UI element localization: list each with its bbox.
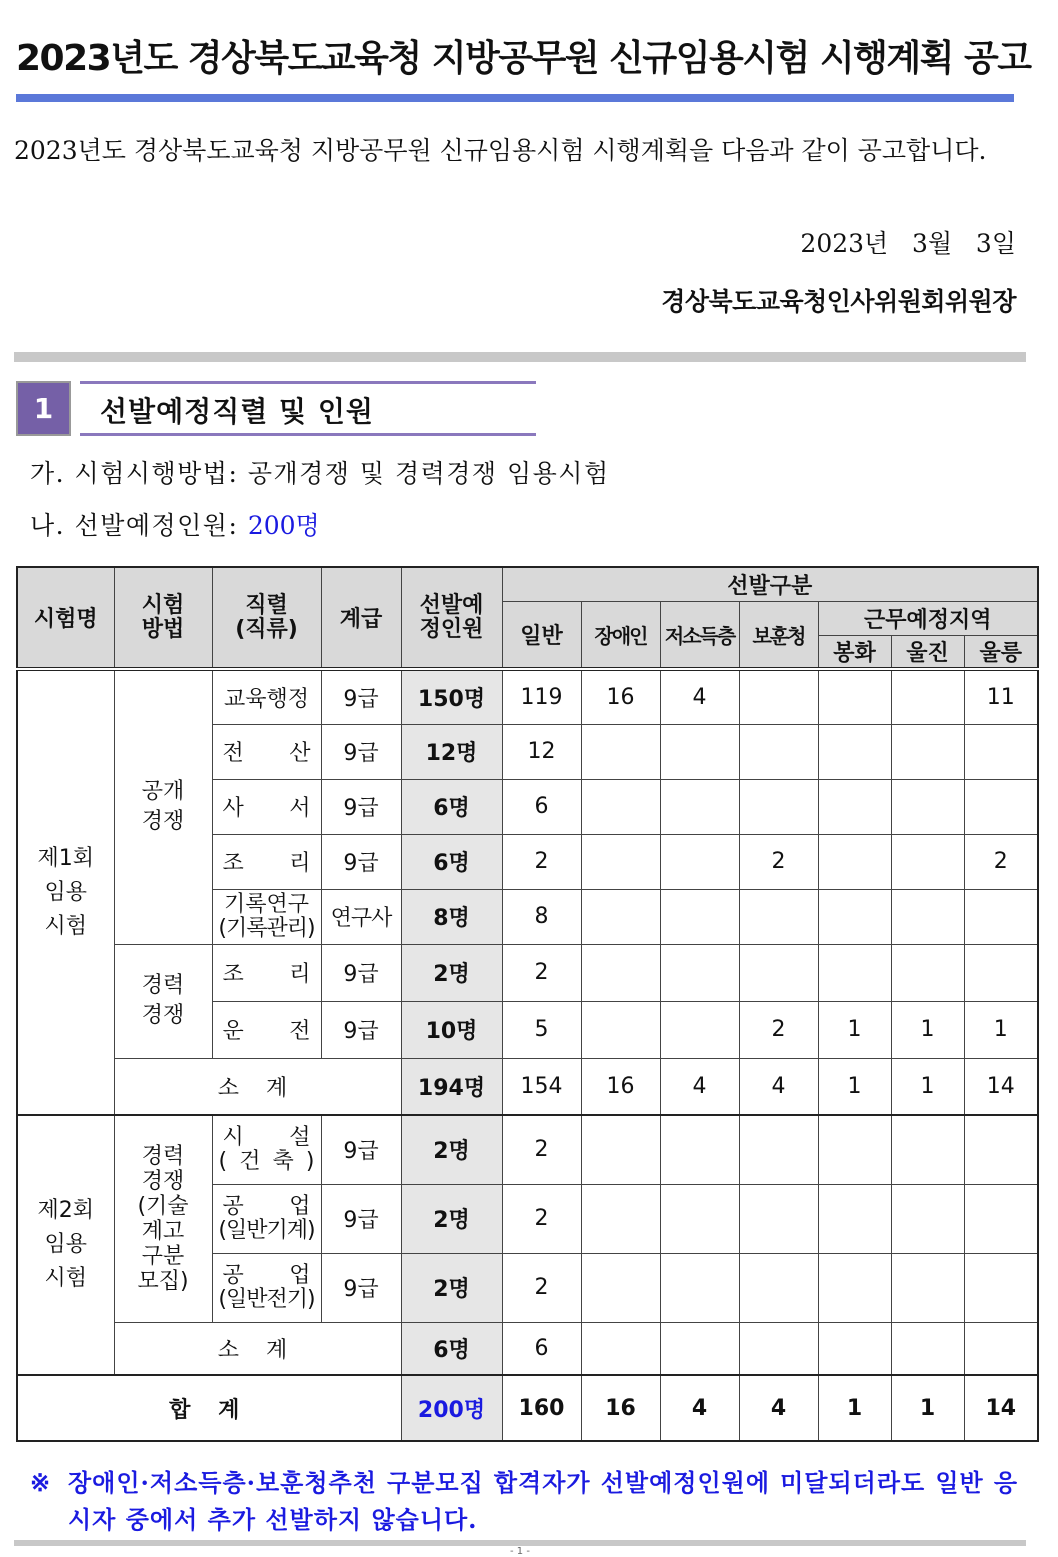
low-income-cell xyxy=(660,724,739,779)
disabled-cell xyxy=(581,889,660,944)
empty-cell xyxy=(818,1115,891,1184)
total-uljin: 1 xyxy=(891,1375,964,1441)
series-text: 조 리 xyxy=(222,962,311,987)
veteran-cell xyxy=(739,779,818,834)
alloc-cell: 6명 xyxy=(401,834,502,889)
item-allocation xyxy=(30,506,320,542)
grade-cell: 9급 xyxy=(321,944,401,1001)
item-label: 가. 시험시행방법: 공개경쟁 및 경력경쟁 임용시험 xyxy=(30,459,610,488)
total-row xyxy=(17,1375,1038,1441)
bonghwa-cell xyxy=(818,944,891,1001)
header-exam-method: 시험방법 xyxy=(114,567,212,669)
item-label: 나. 선발예정인원: xyxy=(30,511,248,540)
empty-cell xyxy=(660,1115,739,1184)
grade-cell: 9급 xyxy=(321,779,401,834)
grade-cell: 연구사 xyxy=(321,889,401,944)
series-cell xyxy=(212,1115,321,1184)
total-label: 합 계 xyxy=(17,1375,401,1441)
alloc-cell: 10명 xyxy=(401,1001,502,1058)
series-cell: 교육행정 xyxy=(212,669,321,724)
table-row xyxy=(17,944,1038,1001)
alloc-cell: 194명 xyxy=(401,1058,502,1115)
total-veteran: 4 xyxy=(739,1375,818,1441)
total-ulleung: 14 xyxy=(964,1375,1038,1441)
exam2-method: 경력경쟁(기술계고구분모집) xyxy=(114,1115,212,1322)
empty-cell xyxy=(739,1253,818,1322)
empty-cell xyxy=(739,1322,818,1375)
subtotal-row xyxy=(17,1058,1038,1115)
bonghwa-cell xyxy=(818,779,891,834)
reference-mark: ※ xyxy=(30,1468,52,1497)
alloc-cell: 6명 xyxy=(401,779,502,834)
header-veteran: 보훈청 xyxy=(739,601,818,669)
empty-cell xyxy=(581,1184,660,1253)
alloc-cell: 12명 xyxy=(401,724,502,779)
header-general: 일반 xyxy=(502,601,581,669)
uljin-cell xyxy=(891,724,964,779)
section-divider xyxy=(14,352,1026,362)
header-uljin: 울진 xyxy=(891,635,964,669)
empty-cell xyxy=(739,1184,818,1253)
empty-cell xyxy=(581,1322,660,1375)
bonghwa-cell xyxy=(818,724,891,779)
table-row xyxy=(17,669,1038,724)
ulleung-cell xyxy=(964,889,1038,944)
low-income-cell xyxy=(660,779,739,834)
total-low-income: 4 xyxy=(660,1375,739,1441)
veteran-cell xyxy=(739,724,818,779)
grade-cell: 9급 xyxy=(321,1115,401,1184)
low-income-cell xyxy=(660,1001,739,1058)
veteran-cell: 2 xyxy=(739,1001,818,1058)
series-text: 기록연구 xyxy=(223,891,309,917)
subtotal-row xyxy=(17,1322,1038,1375)
low-income-cell: 4 xyxy=(660,669,739,724)
series-cell xyxy=(212,779,321,834)
exam2-name: 제2회 임용시험 xyxy=(17,1115,114,1375)
empty-cell xyxy=(660,1253,739,1322)
exam1-career-method: 경력경쟁 xyxy=(114,944,212,1058)
subtotal-label: 소 계 xyxy=(114,1322,401,1375)
grade-cell: 9급 xyxy=(321,669,401,724)
header-bonghwa: 봉화 xyxy=(818,635,891,669)
disabled-cell: 16 xyxy=(581,669,660,724)
general-cell: 12 xyxy=(502,724,581,779)
uljin-cell xyxy=(891,944,964,1001)
series-text: 공 업 xyxy=(222,1262,311,1288)
series-subtext: (일반전기) xyxy=(218,1286,315,1312)
alloc-cell: 2명 xyxy=(401,1253,502,1322)
disabled-cell: 16 xyxy=(581,1058,660,1115)
disabled-cell xyxy=(581,779,660,834)
bonghwa-cell: 1 xyxy=(818,1001,891,1058)
header-ulleung: 울릉 xyxy=(964,635,1038,669)
general-cell: 2 xyxy=(502,1184,581,1253)
intro-paragraph: 2023년도 경상북도교육청 지방공무원 신규임용시험 시행계획을 다음과 같이 공고합니다. xyxy=(14,136,987,165)
total-general: 160 xyxy=(502,1375,581,1441)
header-exam-name: 시험명 xyxy=(17,567,114,669)
empty-cell xyxy=(891,1115,964,1184)
veteran-cell: 2 xyxy=(739,834,818,889)
grade-cell: 9급 xyxy=(321,724,401,779)
ulleung-cell: 11 xyxy=(964,669,1038,724)
empty-cell xyxy=(739,1115,818,1184)
series-cell xyxy=(212,834,321,889)
empty-cell xyxy=(818,1253,891,1322)
bonghwa-cell xyxy=(818,834,891,889)
bonghwa-cell xyxy=(818,889,891,944)
disabled-cell xyxy=(581,834,660,889)
disabled-cell xyxy=(581,944,660,1001)
empty-cell xyxy=(581,1253,660,1322)
veteran-cell xyxy=(739,669,818,724)
uljin-cell: 1 xyxy=(891,1058,964,1115)
empty-cell xyxy=(818,1184,891,1253)
series-text: 공 업 xyxy=(222,1193,311,1219)
footnote-text: 장애인·저소득층·보훈청추천 구분모집 합격자가 선발예정인원에 미달되더라도 일반 응시자 중에서 추가 선발하지 않습니다. xyxy=(68,1468,1018,1534)
grade-cell: 9급 xyxy=(321,1001,401,1058)
ulleung-cell: 14 xyxy=(964,1058,1038,1115)
alloc-cell: 6명 xyxy=(401,1322,502,1375)
general-cell: 2 xyxy=(502,1115,581,1184)
page-number: - 1 - xyxy=(510,1546,530,1557)
series-cell xyxy=(212,1253,321,1322)
empty-cell xyxy=(964,1322,1038,1375)
low-income-cell xyxy=(660,944,739,1001)
alloc-cell: 2명 xyxy=(401,1115,502,1184)
ulleung-cell xyxy=(964,944,1038,1001)
series-cell xyxy=(212,1184,321,1253)
series-text: 전 산 xyxy=(222,741,311,766)
general-cell: 119 xyxy=(502,669,581,724)
series-subtext: (기록관리) xyxy=(218,915,315,941)
bonghwa-cell: 1 xyxy=(818,1058,891,1115)
uljin-cell xyxy=(891,669,964,724)
series-cell xyxy=(212,944,321,1001)
empty-cell xyxy=(964,1115,1038,1184)
empty-cell xyxy=(818,1322,891,1375)
empty-cell xyxy=(660,1322,739,1375)
table-row xyxy=(17,1115,1038,1184)
ulleung-cell: 2 xyxy=(964,834,1038,889)
general-cell: 2 xyxy=(502,834,581,889)
total-disabled: 16 xyxy=(581,1375,660,1441)
header-grade: 계급 xyxy=(321,567,401,669)
total-alloc: 200명 xyxy=(401,1375,502,1441)
uljin-cell: 1 xyxy=(891,1001,964,1058)
alloc-cell: 8명 xyxy=(401,889,502,944)
recruitment-table xyxy=(16,566,1039,1442)
header-series: 직렬(직류) xyxy=(212,567,321,669)
header-region: 근무예정지역 xyxy=(818,601,1038,635)
uljin-cell xyxy=(891,834,964,889)
empty-cell xyxy=(891,1322,964,1375)
section-title: 선발예정직렬 및 인원 xyxy=(100,395,374,428)
low-income-cell xyxy=(660,834,739,889)
general-cell: 2 xyxy=(502,1253,581,1322)
uljin-cell xyxy=(891,889,964,944)
empty-cell xyxy=(891,1184,964,1253)
section-title-box xyxy=(80,381,536,436)
ulleung-cell xyxy=(964,724,1038,779)
empty-cell xyxy=(660,1184,739,1253)
alloc-cell: 2명 xyxy=(401,944,502,1001)
general-cell: 154 xyxy=(502,1058,581,1115)
exam1-name: 제1회 임용시험 xyxy=(17,669,114,1115)
veteran-cell xyxy=(739,944,818,1001)
announcement-date: 2023년 3월 3일 xyxy=(800,229,1016,258)
total-bonghwa: 1 xyxy=(818,1375,891,1441)
series-text: 시 설 xyxy=(222,1124,311,1150)
series-cell xyxy=(212,724,321,779)
page-title: 2023년도 경상북도교육청 지방공무원 신규임용시험 시행계획 공고 xyxy=(16,38,1031,79)
item-value: 200명 xyxy=(247,511,320,540)
empty-cell xyxy=(964,1253,1038,1322)
header-low-income: 저소득층 xyxy=(660,601,739,669)
series-text: 운 전 xyxy=(222,1019,311,1044)
disabled-cell xyxy=(581,724,660,779)
subtotal-label: 소 계 xyxy=(114,1058,401,1115)
general-cell: 6 xyxy=(502,1322,581,1375)
alloc-cell: 2명 xyxy=(401,1184,502,1253)
series-text: 조 리 xyxy=(222,851,311,876)
bonghwa-cell xyxy=(818,669,891,724)
series-subtext: (일반기계) xyxy=(218,1217,315,1243)
series-text: 사 서 xyxy=(222,796,311,821)
series-cell xyxy=(212,1001,321,1058)
header-disabled: 장애인 xyxy=(581,601,660,669)
empty-cell xyxy=(964,1184,1038,1253)
general-cell: 6 xyxy=(502,779,581,834)
header-selection: 선발구분 xyxy=(502,567,1038,601)
title-underline xyxy=(16,94,1014,102)
veteran-cell xyxy=(739,889,818,944)
empty-cell xyxy=(581,1115,660,1184)
empty-cell xyxy=(891,1253,964,1322)
general-cell: 8 xyxy=(502,889,581,944)
general-cell: 2 xyxy=(502,944,581,1001)
header-allocation: 선발예정인원 xyxy=(401,567,502,669)
ulleung-cell: 1 xyxy=(964,1001,1038,1058)
alloc-cell: 150명 xyxy=(401,669,502,724)
low-income-cell xyxy=(660,889,739,944)
uljin-cell xyxy=(891,779,964,834)
section-number-badge: 1 xyxy=(16,381,71,436)
general-cell: 5 xyxy=(502,1001,581,1058)
item-exam-method xyxy=(30,454,610,490)
disabled-cell xyxy=(581,1001,660,1058)
issuer: 경상북도교육청인사위원회위원장 xyxy=(661,287,1016,316)
low-income-cell: 4 xyxy=(660,1058,739,1115)
exam1-open-method: 공개경쟁 xyxy=(114,669,212,944)
series-subtext: ( 건 축 ) xyxy=(218,1148,315,1174)
grade-cell: 9급 xyxy=(321,834,401,889)
series-cell xyxy=(212,889,321,944)
grade-cell: 9급 xyxy=(321,1184,401,1253)
veteran-cell: 4 xyxy=(739,1058,818,1115)
grade-cell: 9급 xyxy=(321,1253,401,1322)
ulleung-cell xyxy=(964,779,1038,834)
